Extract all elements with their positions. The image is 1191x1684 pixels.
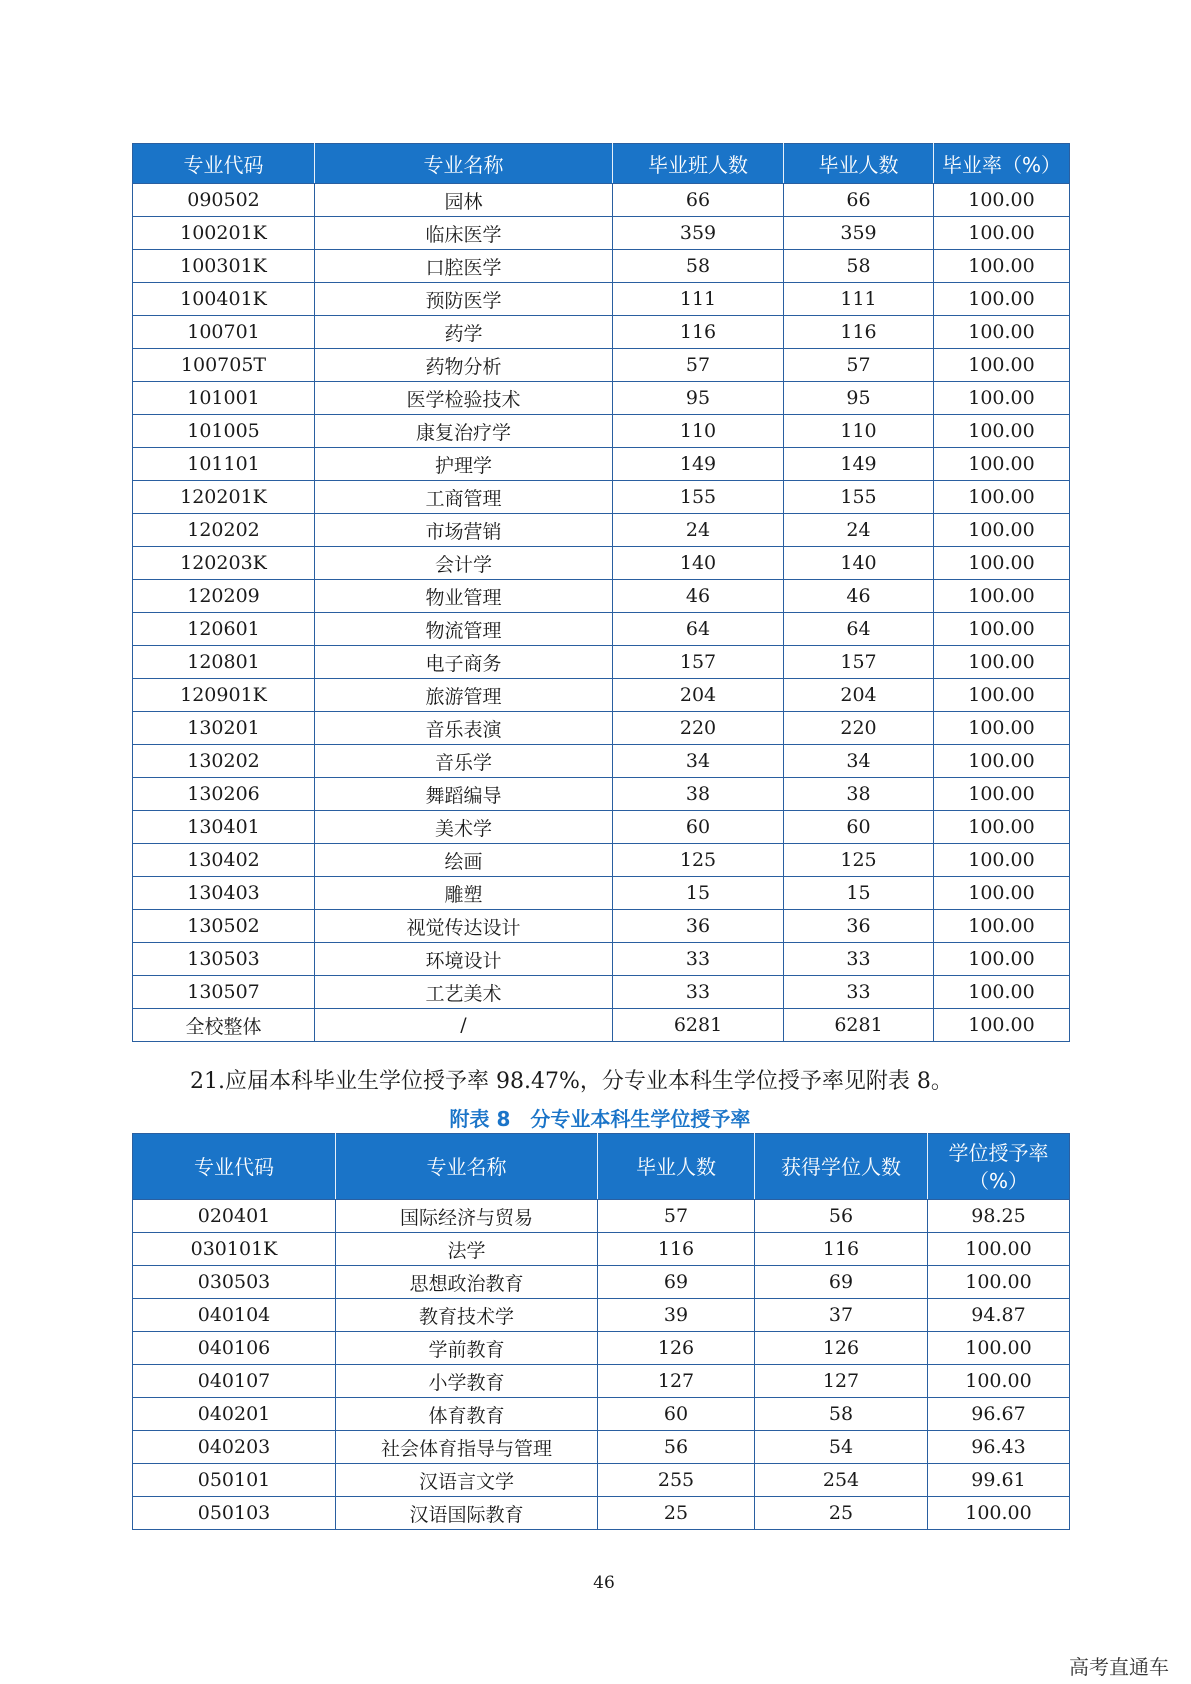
cell-rate: 100.00: [934, 349, 1070, 382]
cell-rate: 100.00: [934, 580, 1070, 613]
table-row: [133, 1365, 1070, 1398]
cell-value: 15: [784, 877, 934, 910]
cell-major-name: 小学教育: [336, 1365, 598, 1398]
cell-rate: 100.00: [934, 283, 1070, 316]
cell-value: 69: [598, 1266, 755, 1299]
cell-value: 69: [755, 1266, 928, 1299]
cell-value: 60: [784, 811, 934, 844]
cell-major-name: 物业管理: [315, 580, 613, 613]
cell-major-code: 130206: [133, 778, 315, 811]
cell-rate: 96.43: [928, 1431, 1070, 1464]
table-row: [133, 1266, 1070, 1299]
cell-value: 127: [755, 1365, 928, 1398]
cell-rate: 100.00: [928, 1332, 1070, 1365]
table-row: [133, 217, 1070, 250]
table-row: [133, 1464, 1070, 1497]
cell-rate: 98.25: [928, 1200, 1070, 1233]
cell-major-code: 100705T: [133, 349, 315, 382]
cell-value: 140: [613, 547, 784, 580]
cell-value: 126: [598, 1332, 755, 1365]
cell-major-code: 120201K: [133, 481, 315, 514]
table-row: [133, 349, 1070, 382]
table-caption: 附表 8 分专业本科生学位授予率: [449, 1107, 751, 1131]
cell-value: 155: [784, 481, 934, 514]
cell-major-code: 120601: [133, 613, 315, 646]
cell-value: 46: [613, 580, 784, 613]
cell-rate: 100.00: [934, 250, 1070, 283]
table-row: [133, 976, 1070, 1009]
cell-major-name: 市场营销: [315, 514, 613, 547]
cell-rate: 96.67: [928, 1398, 1070, 1431]
cell-rate: 100.00: [934, 1009, 1070, 1042]
cell-major-name: 康复治疗学: [315, 415, 613, 448]
cell-value: 33: [613, 943, 784, 976]
cell-major-code: 120209: [133, 580, 315, 613]
cell-major-code: 100301K: [133, 250, 315, 283]
header-major-code: 专业代码: [133, 1134, 336, 1200]
cell-major-code: 130402: [133, 844, 315, 877]
table-row: [133, 778, 1070, 811]
header-graduate-count: 毕业人数: [598, 1134, 755, 1200]
cell-value: 33: [784, 976, 934, 1009]
cell-value: 58: [784, 250, 934, 283]
table-row: [133, 316, 1070, 349]
cell-rate: 100.00: [934, 910, 1070, 943]
cell-rate: 100.00: [934, 613, 1070, 646]
cell-value: 204: [613, 679, 784, 712]
cell-major-name: 舞蹈编导: [315, 778, 613, 811]
cell-major-code: 040201: [133, 1398, 336, 1431]
header-degree-rate-line1: 学位授予率: [948, 1140, 1049, 1165]
cell-major-name: 雕塑: [315, 877, 613, 910]
cell-value: 359: [613, 217, 784, 250]
cell-value: 155: [613, 481, 784, 514]
cell-major-name: 工艺美术: [315, 976, 613, 1009]
cell-value: 34: [613, 745, 784, 778]
cell-value: 111: [613, 283, 784, 316]
cell-rate: 100.00: [934, 811, 1070, 844]
cell-major-code: 100401K: [133, 283, 315, 316]
cell-rate: 100.00: [934, 679, 1070, 712]
cell-major-name: 药学: [315, 316, 613, 349]
cell-major-name: 口腔医学: [315, 250, 613, 283]
cell-major-name: 工商管理: [315, 481, 613, 514]
cell-major-name: 学前教育: [336, 1332, 598, 1365]
header-graduation-rate: 毕业率（%）: [934, 144, 1070, 184]
table-row: [133, 943, 1070, 976]
cell-major-code: 全校整体: [133, 1009, 315, 1042]
table-header-row: [133, 1134, 1070, 1200]
table-row: [133, 811, 1070, 844]
cell-rate: 100.00: [934, 646, 1070, 679]
cell-value: 6281: [784, 1009, 934, 1042]
cell-rate: 100.00: [934, 448, 1070, 481]
table-row: [133, 646, 1070, 679]
cell-rate: 100.00: [934, 514, 1070, 547]
cell-major-code: 120203K: [133, 547, 315, 580]
table-body: [133, 1200, 1070, 1530]
table-row: [133, 1398, 1070, 1431]
cell-value: 24: [784, 514, 934, 547]
cell-major-name: 国际经济与贸易: [336, 1200, 598, 1233]
table-row: [133, 1299, 1070, 1332]
cell-value: 25: [755, 1497, 928, 1530]
cell-major-code: 130403: [133, 877, 315, 910]
cell-value: 110: [613, 415, 784, 448]
cell-value: 149: [613, 448, 784, 481]
header-class-count: 毕业班人数: [613, 144, 784, 184]
cell-value: 157: [784, 646, 934, 679]
cell-major-code: 040104: [133, 1299, 336, 1332]
cell-major-code: 130503: [133, 943, 315, 976]
cell-value: 116: [755, 1233, 928, 1266]
cell-rate: 100.00: [928, 1233, 1070, 1266]
table-row: [133, 910, 1070, 943]
cell-major-name: 绘画: [315, 844, 613, 877]
cell-rate: 100.00: [934, 316, 1070, 349]
cell-major-code: 120801: [133, 646, 315, 679]
cell-major-name: 音乐学: [315, 745, 613, 778]
table-row: [133, 1431, 1070, 1464]
header-degree-rate: [928, 1134, 1070, 1200]
cell-major-name: /: [315, 1009, 613, 1042]
cell-value: 111: [784, 283, 934, 316]
cell-major-name: 园林: [315, 184, 613, 217]
cell-value: 254: [755, 1464, 928, 1497]
cell-major-code: 040107: [133, 1365, 336, 1398]
table-row: [133, 547, 1070, 580]
cell-major-code: 020401: [133, 1200, 336, 1233]
cell-major-name: 思想政治教育: [336, 1266, 598, 1299]
table-row: [133, 250, 1070, 283]
paragraph-degree-rate: 21.应届本科毕业生学位授予率 98.47%，分专业本科生学位授予率见附表 8。: [190, 1069, 953, 1094]
cell-value: 220: [613, 712, 784, 745]
cell-value: 56: [598, 1431, 755, 1464]
table-row: [133, 679, 1070, 712]
cell-rate: 100.00: [934, 745, 1070, 778]
cell-rate: 99.61: [928, 1464, 1070, 1497]
cell-major-name: 物流管理: [315, 613, 613, 646]
cell-major-code: 050101: [133, 1464, 336, 1497]
table-row: [133, 184, 1070, 217]
cell-value: 36: [613, 910, 784, 943]
cell-value: 126: [755, 1332, 928, 1365]
cell-value: 66: [613, 184, 784, 217]
table-row: [133, 1497, 1070, 1530]
cell-rate: 100.00: [928, 1266, 1070, 1299]
cell-value: 37: [755, 1299, 928, 1332]
cell-major-code: 130201: [133, 712, 315, 745]
cell-value: 36: [784, 910, 934, 943]
cell-rate: 100.00: [934, 415, 1070, 448]
table-row: [133, 415, 1070, 448]
cell-major-code: 101001: [133, 382, 315, 415]
cell-value: 60: [613, 811, 784, 844]
cell-value: 140: [784, 547, 934, 580]
cell-major-name: 音乐表演: [315, 712, 613, 745]
table-header-row: [133, 144, 1070, 184]
cell-major-name: 护理学: [315, 448, 613, 481]
watermark-text: 高考直通车: [1069, 1655, 1169, 1679]
cell-major-name: 环境设计: [315, 943, 613, 976]
cell-value: 66: [784, 184, 934, 217]
cell-value: 95: [784, 382, 934, 415]
table-row: [133, 580, 1070, 613]
table-row: [133, 1200, 1070, 1233]
cell-rate: 100.00: [934, 943, 1070, 976]
cell-major-code: 030101K: [133, 1233, 336, 1266]
cell-major-name: 体育教育: [336, 1398, 598, 1431]
graduation-rate-table: [132, 143, 1070, 1042]
cell-value: 57: [784, 349, 934, 382]
cell-value: 60: [598, 1398, 755, 1431]
cell-rate: 100.00: [934, 712, 1070, 745]
cell-value: 56: [755, 1200, 928, 1233]
cell-rate: 100.00: [934, 184, 1070, 217]
table-row: [133, 844, 1070, 877]
cell-major-name: 会计学: [315, 547, 613, 580]
cell-value: 38: [613, 778, 784, 811]
cell-major-code: 120901K: [133, 679, 315, 712]
cell-major-code: 100701: [133, 316, 315, 349]
cell-major-code: 040106: [133, 1332, 336, 1365]
cell-value: 125: [784, 844, 934, 877]
cell-major-code: 050103: [133, 1497, 336, 1530]
cell-value: 34: [784, 745, 934, 778]
cell-value: 116: [613, 316, 784, 349]
cell-value: 33: [784, 943, 934, 976]
cell-major-name: 汉语言文学: [336, 1464, 598, 1497]
cell-value: 46: [784, 580, 934, 613]
header-degree-rate-line2: （%）: [968, 1168, 1028, 1193]
header-degree-count: 获得学位人数: [755, 1134, 928, 1200]
cell-value: 58: [755, 1398, 928, 1431]
cell-major-name: 电子商务: [315, 646, 613, 679]
cell-rate: 94.87: [928, 1299, 1070, 1332]
cell-value: 15: [613, 877, 784, 910]
cell-rate: 100.00: [934, 547, 1070, 580]
header-graduate-count: 毕业人数: [784, 144, 934, 184]
cell-major-code: 130502: [133, 910, 315, 943]
table-row: [133, 514, 1070, 547]
cell-major-name: 预防医学: [315, 283, 613, 316]
cell-value: 58: [613, 250, 784, 283]
cell-major-name: 医学检验技术: [315, 382, 613, 415]
table-row: [133, 283, 1070, 316]
table-body: [133, 184, 1070, 1042]
cell-value: 220: [784, 712, 934, 745]
cell-major-code: 130507: [133, 976, 315, 1009]
cell-major-name: 教育技术学: [336, 1299, 598, 1332]
cell-value: 33: [613, 976, 784, 1009]
cell-value: 57: [598, 1200, 755, 1233]
table-row: [133, 877, 1070, 910]
cell-major-code: 090502: [133, 184, 315, 217]
cell-value: 38: [784, 778, 934, 811]
cell-value: 25: [598, 1497, 755, 1530]
cell-value: 157: [613, 646, 784, 679]
cell-major-code: 130202: [133, 745, 315, 778]
table-row: [133, 745, 1070, 778]
cell-value: 54: [755, 1431, 928, 1464]
cell-value: 127: [598, 1365, 755, 1398]
table-row: [133, 613, 1070, 646]
cell-value: 125: [613, 844, 784, 877]
cell-major-code: 101005: [133, 415, 315, 448]
cell-value: 204: [784, 679, 934, 712]
cell-major-name: 药物分析: [315, 349, 613, 382]
header-major-code: 专业代码: [133, 144, 315, 184]
cell-value: 359: [784, 217, 934, 250]
cell-major-name: 临床医学: [315, 217, 613, 250]
table-row: [133, 382, 1070, 415]
cell-major-name: 美术学: [315, 811, 613, 844]
cell-major-name: 视觉传达设计: [315, 910, 613, 943]
table-row: [133, 1233, 1070, 1266]
cell-value: 64: [613, 613, 784, 646]
cell-rate: 100.00: [934, 844, 1070, 877]
degree-rate-table: [132, 1133, 1070, 1530]
cell-major-code: 100201K: [133, 217, 315, 250]
cell-value: 57: [613, 349, 784, 382]
header-major-name: 专业名称: [336, 1134, 598, 1200]
cell-value: 255: [598, 1464, 755, 1497]
table-row: [133, 712, 1070, 745]
cell-major-code: 030503: [133, 1266, 336, 1299]
cell-value: 149: [784, 448, 934, 481]
cell-rate: 100.00: [934, 877, 1070, 910]
table-row: [133, 1009, 1070, 1042]
header-major-name: 专业名称: [315, 144, 613, 184]
cell-major-name: 旅游管理: [315, 679, 613, 712]
cell-value: 116: [784, 316, 934, 349]
table-row: [133, 1332, 1070, 1365]
cell-value: 24: [613, 514, 784, 547]
page-number: 46: [593, 1573, 615, 1593]
cell-rate: 100.00: [934, 778, 1070, 811]
cell-major-name: 汉语国际教育: [336, 1497, 598, 1530]
cell-value: 6281: [613, 1009, 784, 1042]
cell-value: 39: [598, 1299, 755, 1332]
cell-major-code: 120202: [133, 514, 315, 547]
table-row: [133, 448, 1070, 481]
cell-rate: 100.00: [928, 1497, 1070, 1530]
cell-rate: 100.00: [934, 481, 1070, 514]
cell-rate: 100.00: [934, 976, 1070, 1009]
cell-major-code: 040203: [133, 1431, 336, 1464]
cell-rate: 100.00: [934, 382, 1070, 415]
cell-major-name: 法学: [336, 1233, 598, 1266]
cell-value: 64: [784, 613, 934, 646]
cell-value: 95: [613, 382, 784, 415]
cell-value: 110: [784, 415, 934, 448]
table-row: [133, 481, 1070, 514]
cell-major-name: 社会体育指导与管理: [336, 1431, 598, 1464]
cell-value: 116: [598, 1233, 755, 1266]
cell-rate: 100.00: [928, 1365, 1070, 1398]
cell-major-code: 130401: [133, 811, 315, 844]
cell-major-code: 101101: [133, 448, 315, 481]
cell-rate: 100.00: [934, 217, 1070, 250]
